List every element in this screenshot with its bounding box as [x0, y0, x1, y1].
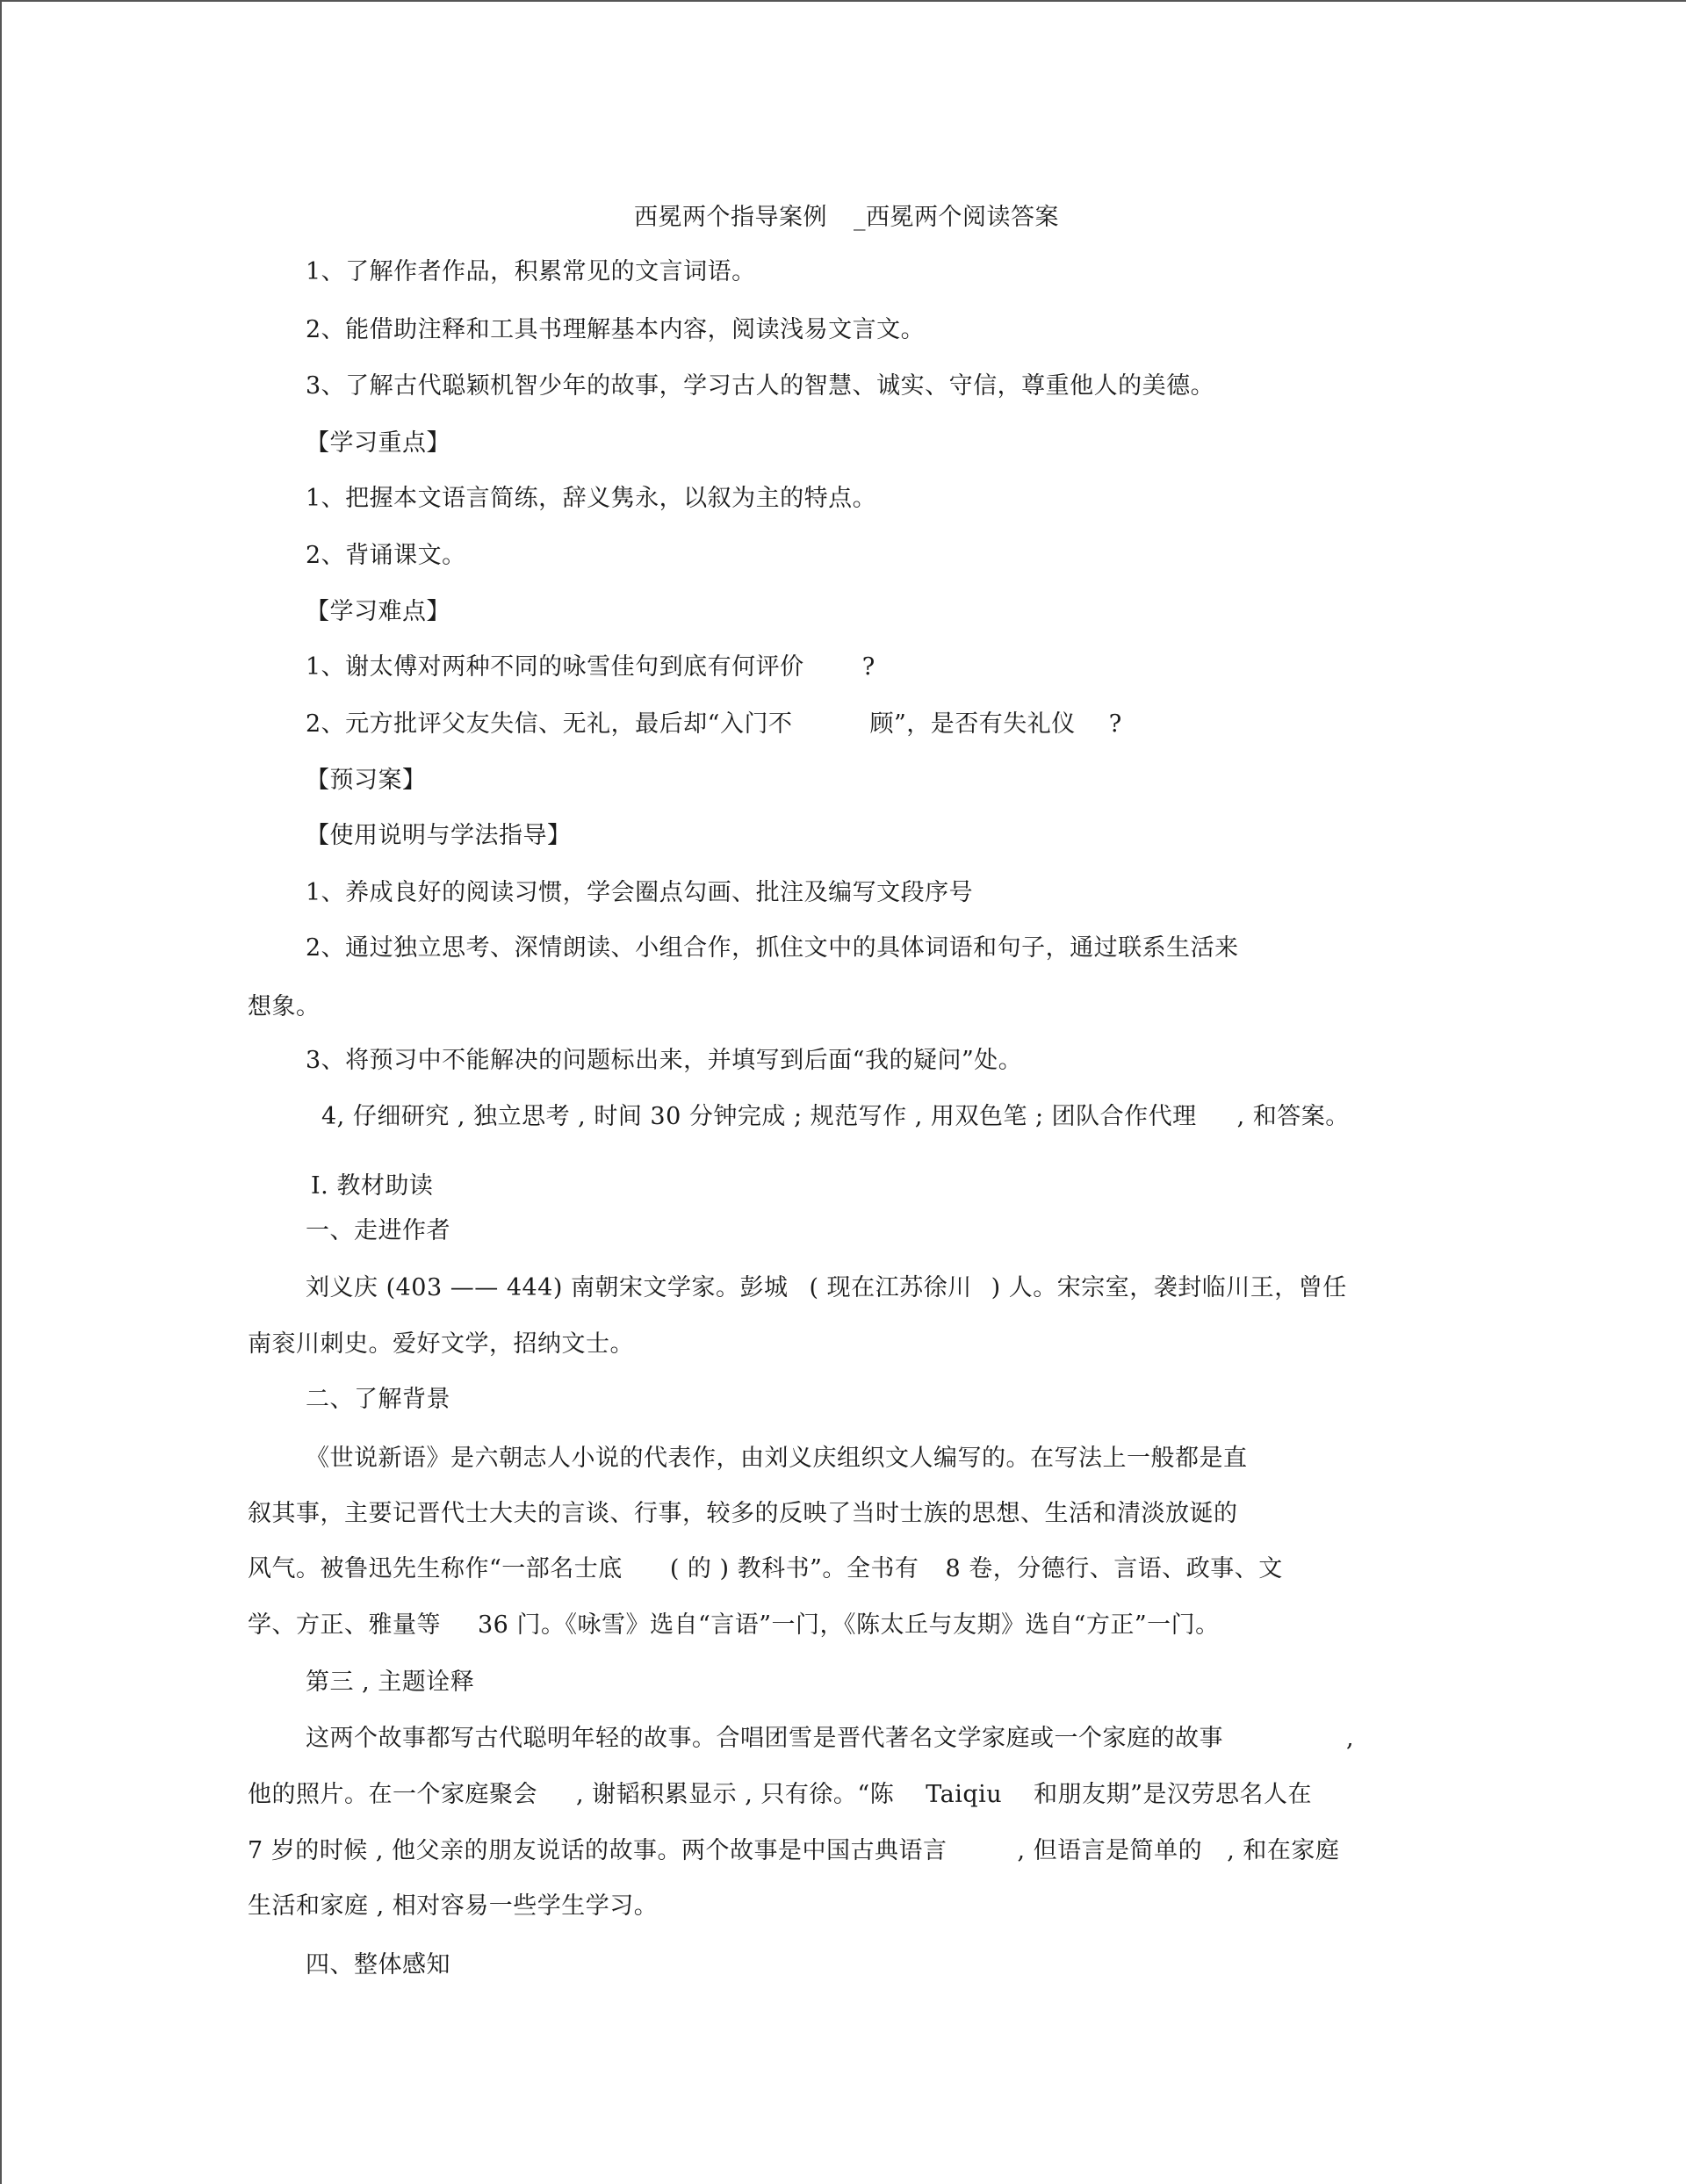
theme-line-1-b: , [1346, 1725, 1355, 1752]
theme-line-2-a: 他的照片。在一个家庭聚会 [248, 1781, 537, 1808]
objective-1: 1、了解作者作品，积累常见的文言词语。 [306, 258, 756, 285]
theme-line-3 [248, 1835, 1339, 1867]
objective-2: 2、能借助注释和工具书理解基本内容，阅读浅易文言文。 [306, 316, 926, 343]
instructions-heading: 【使用说明与学法指导】 [306, 822, 572, 849]
difficulty-2-b: 顾”，是否有失礼仪 [869, 710, 1076, 738]
background-heading: 二、了解背景 [306, 1386, 450, 1413]
theme-heading: 第三 , 主题诠释 [306, 1669, 475, 1696]
key-point-1: 1、把握本文语言简练，辞义隽永，以叙为主的特点。 [306, 485, 877, 512]
objective-3: 3、了解古代聪颖机智少年的故事，学习古人的智慧、诚实、守信，尊重他人的美德。 [306, 372, 1215, 400]
title-left: 西冕两个指导案例 [634, 204, 827, 231]
instruction-3: 3、将预习中不能解决的问题标出来，并填写到后面“我的疑问”处。 [306, 1047, 1023, 1074]
background-line-4-a: 学、方正、雅量等 [248, 1611, 441, 1639]
theme-line-2-c: Taiqiu [926, 1781, 1003, 1808]
difficulty-1-end: ? [861, 653, 875, 681]
document-title [634, 202, 1059, 234]
theme-line-2 [248, 1779, 1312, 1811]
key-point-2: 2、背诵课文。 [306, 542, 466, 569]
instruction-1: 1、养成良好的阅读习惯，学会圈点勾画、批注及编写文段序号 [306, 879, 974, 906]
author-line-1-c: ) 人。宋宗室，袭封临川王，曾任 [991, 1274, 1347, 1301]
difficulty-2-a: 2、元方批评父友失信、无礼，最后却“入门不 [306, 710, 793, 738]
difficulty-1 [306, 652, 875, 683]
background-line-3-c: 8 卷，分德行、言语、政事、文 [945, 1555, 1283, 1582]
author-heading: 一、走进作者 [306, 1217, 450, 1244]
background-line-3-a: 风气。被鲁迅先生称作“一部名士底 [248, 1555, 623, 1582]
background-line-1: 《世说新语》是六朝志人小说的代表作，由刘义庆组织文人编写的。在写法上一般都是直 [306, 1445, 1248, 1472]
section-1-heading: Ⅰ. 教材助读 [311, 1172, 434, 1200]
theme-line-3-a: 7 岁的时候 , 他父亲的朋友说话的故事。两个故事是中国古典语言 [248, 1837, 947, 1864]
title-right: _西冕两个阅读答案 [854, 204, 1059, 231]
instruction-4-b: , 和答案。 [1236, 1103, 1350, 1130]
theme-line-2-b: , 谢韬积累显示 , 只有徐。“陈 [576, 1781, 895, 1808]
background-line-3-b: ( 的 ) 教科书”。全书有 [669, 1555, 919, 1582]
theme-line-2-d: 和朋友期”是汉劳思名人在 [1034, 1781, 1312, 1808]
theme-line-3-c: , 和在家庭 [1227, 1837, 1340, 1864]
instruction-2-cont: 想象。 [248, 993, 321, 1020]
difficulty-1-text: 1、谢太傅对两种不同的咏雪佳句到底有何评价 [306, 653, 804, 681]
difficulty-2-c: ? [1108, 710, 1122, 738]
author-line-1-b: ( 现在江苏徐川 [809, 1274, 972, 1301]
background-line-2: 叙其事，主要记晋代士大夫的言谈、行事，较多的反映了当时士族的思想、生活和清淡放诞的 [248, 1500, 1238, 1527]
author-line-1-a: 刘义庆 (403 —— 444) 南朝宋文学家。彭城 [306, 1274, 789, 1301]
background-line-4-b: 36 门。《咏雪》选自“言语”一门，《陈太丘与友期》选自“方正”一门。 [478, 1611, 1220, 1639]
author-line-2: 南衮川刺史。爱好文学，招纳文士。 [248, 1330, 634, 1358]
theme-line-3-b: , 但语言是简单的 [1017, 1837, 1203, 1864]
overall-heading: 四、整体感知 [306, 1951, 450, 1979]
background-line-3 [248, 1553, 1283, 1585]
instruction-4 [321, 1101, 1350, 1133]
instruction-4-a: 4, 仔细研究 , 独立思考 , 时间 30 分钟完成 ; 规范写作 , 用双色笔 ; 团队合作代理 [321, 1103, 1197, 1130]
background-line-4 [248, 1610, 1220, 1641]
theme-line-1-a: 这两个故事都写古代聪明年轻的故事。合唱团雪是晋代著名文学家庭或一个家庭的故事 [306, 1725, 1223, 1752]
theme-line-1 [306, 1723, 1354, 1755]
difficulty-2 [306, 709, 1122, 740]
key-points-heading: 【学习重点】 [306, 429, 450, 457]
theme-line-4: 生活和家庭 , 相对容易一些学生学习。 [248, 1892, 659, 1920]
preview-heading: 【预习案】 [306, 767, 427, 794]
instruction-2: 2、通过独立思考、深情朗读、小组合作，抓住文中的具体词语和句子，通过联系生活来 [306, 934, 1239, 962]
author-line-1 [306, 1272, 1347, 1304]
difficulties-heading: 【学习难点】 [306, 598, 450, 625]
